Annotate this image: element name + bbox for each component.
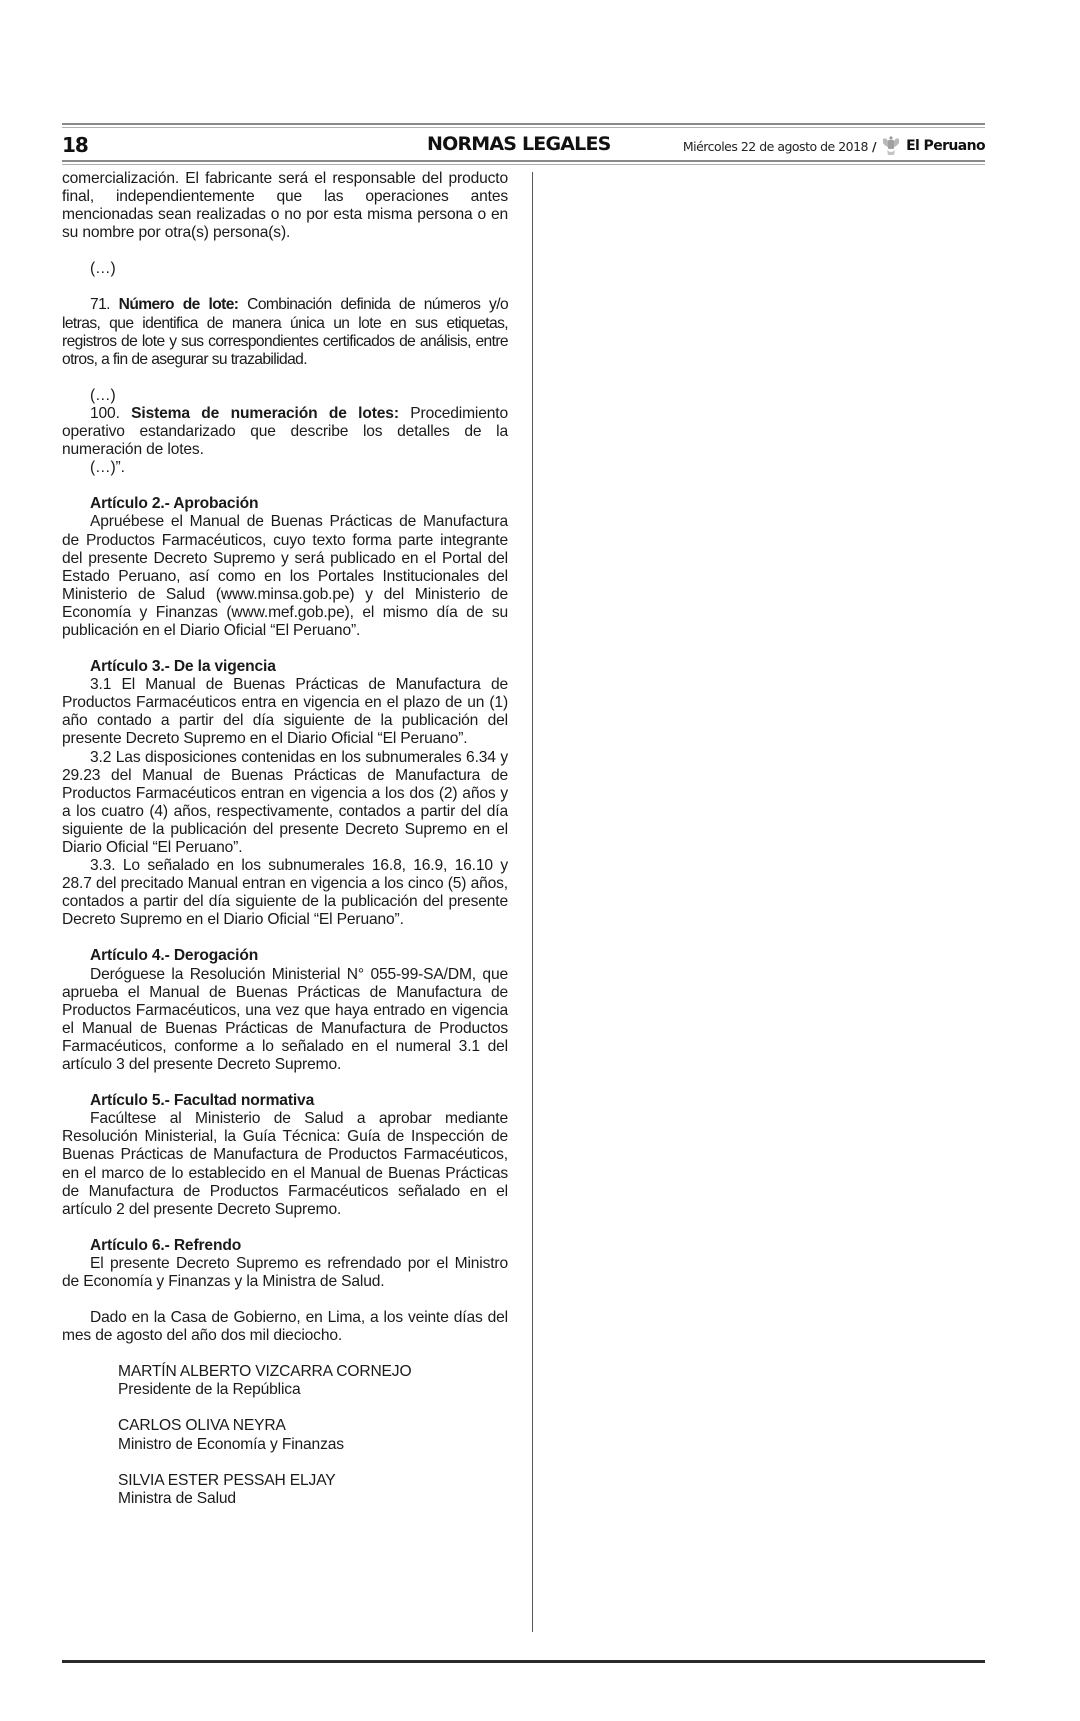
definition-text: Procedimiento operativo estandarizado que describe los detalles de la numeración de lotes. [62,404,508,459]
article-title: Artículo 3.- De la vigencia [90,658,276,676]
signatory [62,1417,508,1453]
article-paragraph: Apruébese el Manual de Buenas Prácticas de Manufactura de Productos Farmacéuticos, cuyo texto forma parte integrante del presente Decreto Supremo y será publicado en el Portal del Estado Peruano, así como en los Portales Institucionales del Ministerio de Salud (www.minsa.gob.pe) y del Ministerio de Economía y Finanzas (www.mef.gob.pe), el mismo día de su publicación en el Diario Oficial “El Peruano”. [62,513,508,639]
article-title: Artículo 5.- Facultad normativa [90,1092,315,1110]
separator: / [872,138,877,154]
dateline [683,135,985,157]
article-paragraph: Deróguese la Resolución Ministerial N° 055-99-SA/DM, que aprueba el Manual de Buenas Prácticas de Manufactura de Productos Farmacéuticos, una vez que haya entrado en vigencia el Manual de Buenas Prácticas de Manufactura de Productos Farmacéuticos, conforme a lo señalado en el numeral 3.1 del artículo 3 del presente Decreto Supremo. [62,965,508,1074]
article-paragraph: 3.3. Lo señalado en los subnumerales 16.8, 16.9, 16.10 y 28.7 del precitado Manual entran en vigencia a los cinco (5) años, contados a partir del día siguiente de la publicación del presente Decreto Supremo en el Diario Oficial “El Peruano”. [62,857,508,929]
newspaper-name: El Peruano [906,138,985,154]
article-title: Artículo 2.- Aprobación [90,495,259,513]
given-at-paragraph: Dado en la Casa de Gobierno, en Lima, a los veinte días del mes de agosto del año dos mil dieciocho. [62,1309,508,1345]
definition-number: 71. [90,296,110,314]
left-column [62,170,508,1508]
masthead [62,131,985,159]
header-bottom-rule [62,160,985,165]
article-paragraph: 3.1 El Manual de Buenas Prácticas de Manufactura de Productos Farmacéuticos entra en vigencia en el plazo de un (1) año contado a partir del día siguiente de la publicación del presente Decreto Supremo en el Diario Oficial “El Peruano”. [62,676,508,748]
intro-paragraph: comercialización. El fabricante será el responsable del producto final, independientemente que las operaciones antes mencionadas sean realizadas o no por esta misma persona o en su nombre por otra(s) persona(s). [62,170,508,242]
ellipsis: (…) [90,386,116,404]
article-title: Artículo 4.- Derogación [90,947,259,965]
definition-text: Combinación definida de números y/o letras, que identifica de manera única un lote en sus etiquetas, registros de lote y sus correspondientes certificados de análisis, entre otros, a fin de asegurar su trazabilidad. [62,296,509,368]
peru-coat-of-arms-icon [880,135,902,157]
signatory-role: Ministro de Economía y Finanzas [118,1435,344,1453]
definition-number: 100. [90,404,120,422]
signatory-name: MARTÍN ALBERTO VIZCARRA CORNEJO [118,1363,412,1381]
definition-term: Sistema de numeración de lotes: [131,404,399,422]
article-paragraph: Facúltese al Ministerio de Salud a aprobar mediante Resolución Ministerial, la Guía Técnica: Guía de Inspección de Buenas Prácticas de Manufactura de Productos Farmacéuticos, en el marco de lo establecido en el Manual de Buenas Prácticas de Manufactura de Productos Farmacéuticos señalado en el artículo 2 del presente Decreto Supremo. [62,1110,508,1218]
definition-term: Número de lote: [118,296,239,314]
header-top-rule [62,123,985,128]
article-title: Artículo 6.- Refrendo [90,1236,242,1254]
signatory-name: SILVIA ESTER PESSAH ELJAY [118,1471,336,1489]
signatory [62,1363,508,1399]
ellipsis: (…) [90,260,116,278]
footer-rule [62,1660,985,1663]
publication-date: Miércoles 22 de agosto de 2018 [682,138,869,154]
signatory-role: Presidente de la República [118,1381,301,1399]
signatory-name: CARLOS OLIVA NEYRA [118,1417,286,1435]
section-title: NORMAS LEGALES [427,133,611,155]
article-4 [62,947,508,1074]
article-6 [62,1237,508,1291]
article-paragraph: El presente Decreto Supremo es refrendado por el Ministro de Economía y Finanzas y la Ministra de Salud. [62,1254,508,1290]
signatory-role: Ministra de Salud [118,1489,236,1507]
definition-71 [62,296,508,368]
article-2 [62,495,508,640]
signatory [62,1472,508,1508]
ellipsis: (…)”. [90,459,125,477]
definition-100 [62,405,508,459]
page-number: 18 [62,133,88,157]
column-divider [532,172,533,1632]
article-5 [62,1092,508,1219]
article-paragraph: 3.2 Las disposiciones contenidas en los subnumerales 6.34 y 29.23 del Manual de Buenas Prácticas de Manufactura de Productos Farmacéuticos entran en vigencia a los dos (2) años y a los cuatro (4) años, respectivamente, contados a partir del día siguiente de la publicación del presente Decreto Supremo en el Diario Oficial “El Peruano”. [62,748,508,856]
article-3 [62,658,508,929]
